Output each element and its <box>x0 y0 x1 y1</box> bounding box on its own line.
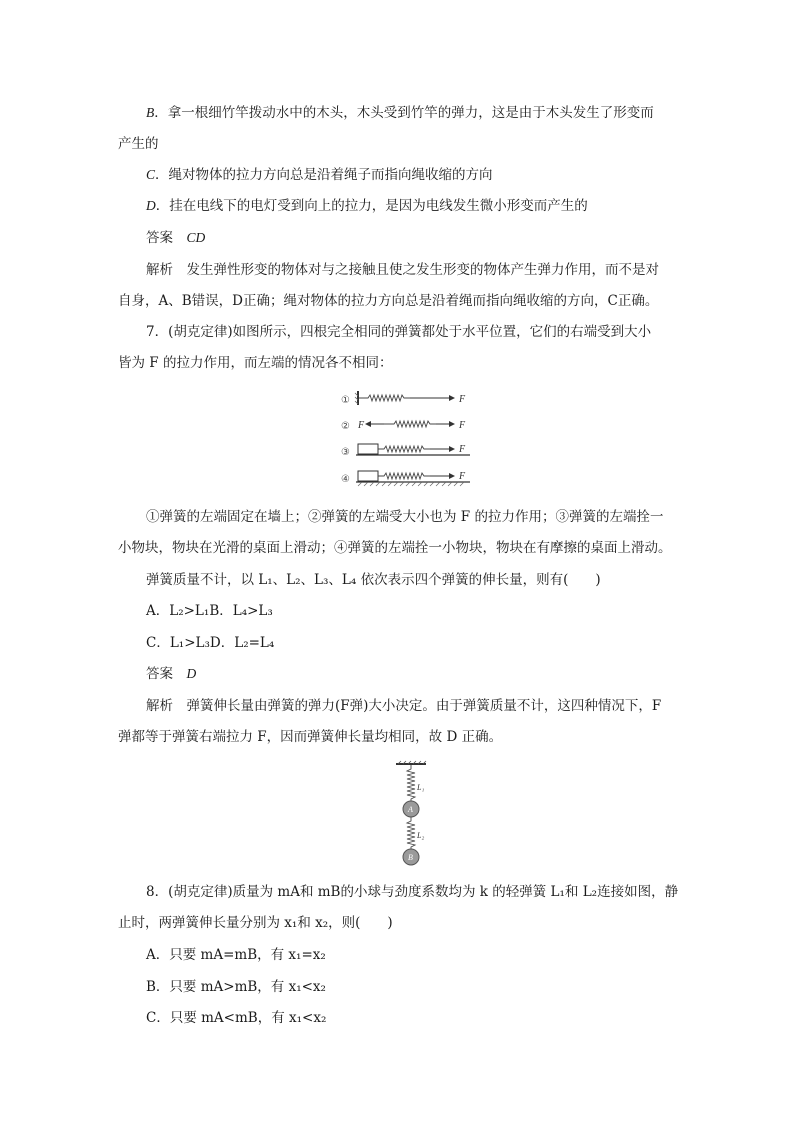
q8-stem-line2: 止时，两弹簧伸长量分别为 x₁和 x₂，则( ) <box>118 915 393 931</box>
ball-A-label: A <box>408 805 413 814</box>
answer-value: CD <box>186 230 206 245</box>
q6-answer <box>146 228 205 248</box>
spring-2 <box>384 421 436 427</box>
spring-1 <box>359 395 410 401</box>
q7-analysis-line2: 弹都等于弹簧右端拉力 F，因而弹簧伸长量均相同，故 D 正确。 <box>118 729 503 745</box>
wall-icon <box>355 391 358 405</box>
q6-option-b-line1 <box>146 103 654 123</box>
option-text: ．拿一根细竹竿拨动水中的木头，木头受到竹竿的弹力，这是由于木头发生了形变而 <box>154 105 654 121</box>
analysis-text: 弹簧伸长量由弹簧的弹力(F弹)大小决定。由于弹簧质量不计，这四种情况下，F <box>186 698 662 714</box>
q7-stem-line2: 皆为 F 的拉力作用，而左端的情况各不相同： <box>118 355 393 371</box>
q6-analysis-line1 <box>146 260 659 280</box>
q7-options-cd <box>146 633 274 653</box>
q7-condition-line2: 小物块，物块在光滑的桌面上滑动；④弹簧的左端拴一小物块，物块在有摩擦的桌面上滑动。 <box>118 540 672 556</box>
force-label: F <box>459 444 466 455</box>
force-label: F <box>459 420 466 431</box>
q8-option-a: A．只要 mA=mB，有 x₁=x₂ <box>146 947 326 963</box>
q8-option-c: C．只要 mA<mB，有 x₁<x₂ <box>146 1010 327 1026</box>
q7-stem-line1: 7．(胡克定律)如图所示，四根完全相同的弹簧都处于水平位置，它们的右端受到大小 <box>146 324 652 340</box>
option-letter: B <box>146 105 155 120</box>
option-c: C．L₁>L₃ <box>146 635 210 651</box>
figure-label-4: ④ <box>341 474 350 485</box>
q7-condition-line3: 弹簧质量不计，以 L₁、L₂、L₃、L₄ 依次表示四个弹簧的伸长量，则有( ) <box>146 572 601 588</box>
label-L2: L₂ <box>417 831 425 840</box>
figure-label-2: ② <box>341 421 350 432</box>
ball-B-label: B <box>408 853 413 862</box>
force-label: F <box>459 471 466 482</box>
ceiling-icon <box>396 761 426 764</box>
analysis-text: 发生弹性形变的物体对与之接触且使之发生形变的物体产生弹力作用，而不是对 <box>186 262 659 278</box>
spring-L1 <box>407 765 415 801</box>
force-label: F <box>358 420 365 431</box>
block-4 <box>358 471 378 481</box>
block-3 <box>358 444 378 454</box>
option-letter: D <box>146 198 156 213</box>
option-text: ．挂在电线下的电灯受到向上的拉力，是因为电线发生微小形变而产生的 <box>155 198 588 214</box>
q7-answer <box>146 664 196 684</box>
q6-option-c <box>146 165 493 185</box>
q7-condition-line1: ①弹簧的左端固定在墙上；②弹簧的左端受大小也为 F 的拉力作用；③弹簧的左端拴一 <box>146 509 664 525</box>
q8-stem-line1: 8．(胡克定律)质量为 mA和 mB的小球与劲度系数均为 k 的轻弹簧 L₁和 L₂连接如图，静 <box>146 884 679 900</box>
q8-option-b: B．只要 mA>mB，有 x₁<x₂ <box>146 979 326 995</box>
figure-label-3: ③ <box>341 447 350 458</box>
q6-option-b-line2: 产生的 <box>118 136 159 152</box>
spring-L2 <box>407 817 415 849</box>
option-text: ．绳对物体的拉力方向总是沿着绳子而指向绳收缩的方向 <box>155 167 493 183</box>
answer-value: D <box>186 666 197 681</box>
spring-4 <box>378 473 430 479</box>
spring-3 <box>378 446 430 452</box>
q7-options-ab <box>146 601 273 621</box>
analysis-label: 解析 <box>146 698 173 714</box>
q6-analysis-line2: 自身，A、B错误，D正确；绳对物体的拉力方向总是沿着绳而指向绳收缩的方向，C正确。 <box>118 293 659 309</box>
figure-label-1: ① <box>341 395 350 406</box>
rough-table-surface <box>356 482 470 486</box>
q7-analysis-line1 <box>146 696 661 716</box>
force-label: F <box>459 394 466 405</box>
answer-label: 答案 <box>146 230 173 246</box>
label-L1: L₁ <box>417 783 425 792</box>
option-d: D．L₂=L₄ <box>209 635 275 651</box>
q6-option-d <box>146 196 588 216</box>
option-a: A．L₂>L₁ <box>146 603 210 619</box>
option-b: B．L₄>L₃ <box>209 603 273 619</box>
answer-label: 答案 <box>146 666 173 682</box>
hanging-spring-figure <box>388 760 438 870</box>
analysis-label: 解析 <box>146 262 173 278</box>
option-letter: C <box>146 167 156 182</box>
spring-figure <box>338 386 478 492</box>
